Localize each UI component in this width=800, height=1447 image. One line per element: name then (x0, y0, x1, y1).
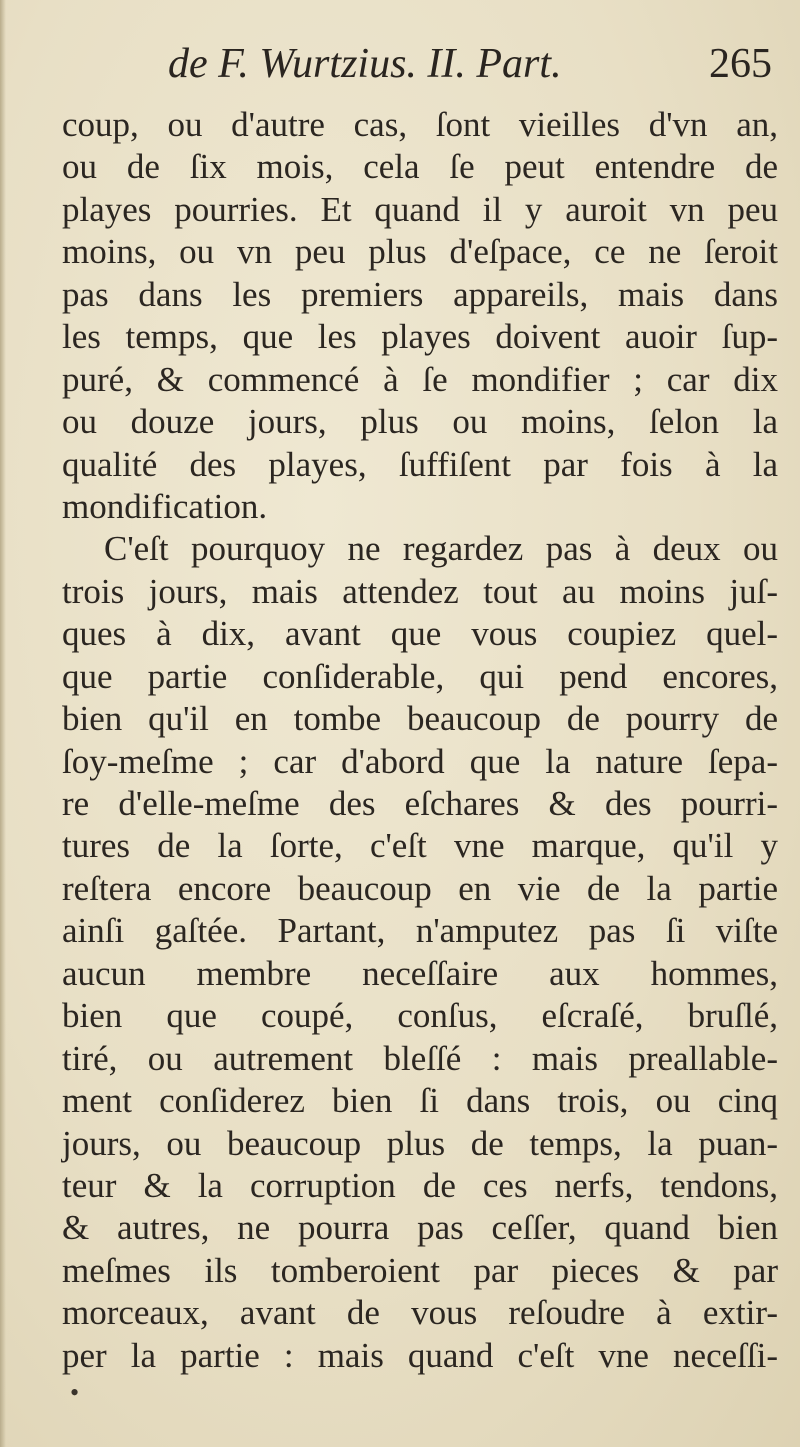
text-line: mondification. (62, 486, 268, 526)
text-line: ou douze jours, plus ou moins, ſelon la (62, 402, 778, 442)
text-line: que partie conſiderable, qui pend encores, (62, 656, 778, 696)
text-line: ſoy-meſme ; car d'abord que la nature ſepa- (62, 741, 778, 781)
body-text (62, 104, 778, 1377)
text-line: les temps, que les playes doivent auoir ſup- (62, 317, 778, 357)
running-head: de F. Wurtzius. II. Part. (168, 41, 562, 87)
text-line: reſtera encore beaucoup en vie de la partie (62, 868, 778, 908)
text-line: tures de la ſorte, c'eſt vne marque, qu'il y (62, 826, 778, 866)
text-line: pas dans les premiers appareils, mais dans (62, 274, 778, 314)
text-line: per la partie : mais quand c'eſt vne neceſſi- (62, 1335, 778, 1375)
page-number: 265 (709, 41, 772, 87)
text-line: meſmes ils tomberoient par pieces & par (62, 1250, 778, 1290)
text-line: morceaux, avant de vous reſoudre à extir- (62, 1293, 778, 1333)
text-line: coup, ou d'autre cas, ſont vieilles d'vn an, (62, 105, 778, 144)
text-line: tiré, ou autrement bleſſé : mais preallable- (62, 1038, 778, 1078)
paragraph-start-line: C'eſt pourquoy ne regardez pas à deux ou (104, 529, 778, 569)
text-line: trois jours, mais attendez tout au moins juſ- (62, 571, 778, 611)
text-line: puré, & commencé à ſe mondifier ; car dix (62, 359, 778, 399)
text-line: moins, ou vn peu plus d'eſpace, ce ne ſeroit (62, 232, 778, 272)
text-line: & autres, ne pourra pas ceſſer, quand bien (62, 1208, 778, 1248)
text-line: aucun membre neceſſaire aux hommes, (62, 953, 778, 993)
text-line: ques à dix, avant que vous coupiez quel- (62, 614, 778, 654)
text-line: ou de ſix mois, cela ſe peut entendre de (62, 147, 778, 187)
text-line: playes pourries. Et quand il y auroit vn peu (62, 189, 778, 229)
page-gutter-shadow (0, 0, 6, 1447)
text-line: ainſi gaſtée. Partant, n'amputez pas ſi viſte (62, 911, 778, 951)
text-line: ment conſiderez bien ſi dans trois, ou cinq (62, 1081, 778, 1121)
text-line: re d'elle-meſme des eſchares & des pourri- (62, 784, 778, 823)
text-line: bien que coupé, conſus, eſcraſé, bruſlé, (62, 996, 778, 1036)
text-line: bien qu'il en tombe beaucoup de pourry de (62, 699, 778, 739)
text-line: teur & la corruption de ces nerfs, tendons, (62, 1165, 778, 1205)
signature-mark: • (70, 1378, 80, 1407)
page-header (168, 40, 788, 96)
text-line: qualité des playes, ſuffiſent par fois à la (62, 444, 778, 484)
text-line: jours, ou beaucoup plus de temps, la puan- (62, 1123, 778, 1163)
